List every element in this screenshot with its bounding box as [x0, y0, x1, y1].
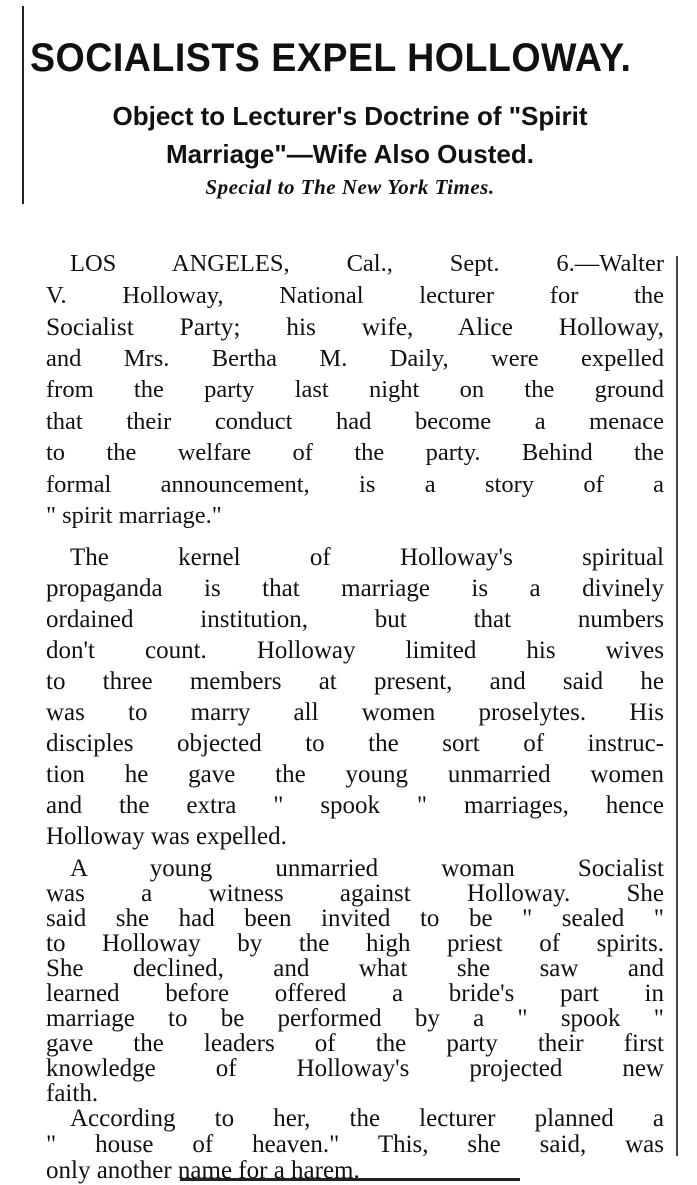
- paragraph-2: [46, 542, 664, 852]
- paragraph-line: only another name for a harem.: [46, 1156, 360, 1184]
- paragraph-line: disciples objected to the sort of instruc-: [46, 729, 664, 757]
- paragraph-line: According to her, the lecturer planned a: [70, 1104, 664, 1132]
- paragraph-line: that their conduct had become a menace: [46, 407, 664, 435]
- paragraph-line: don't count. Holloway limited his wives: [46, 636, 664, 664]
- paragraph-line: Socialist Party; his wife, Alice Holloway,: [46, 312, 664, 341]
- paragraph-line: LOS ANGELES, Cal., Sept. 6.—Walter: [70, 250, 664, 277]
- paragraph-line: marriage to be performed by a " spook ": [46, 1004, 664, 1032]
- left-column-rule: [22, 6, 24, 204]
- headline: SOCIALISTS EXPEL HOLLOWAY.: [30, 36, 632, 80]
- paragraph-line: " house of heaven." This, she said, was: [46, 1130, 664, 1158]
- paragraph-line: was a witness against Holloway. She: [46, 879, 664, 907]
- paragraph-line: Holloway was expelled.: [46, 822, 287, 850]
- paragraph-line: " spirit marriage.": [46, 502, 222, 529]
- paragraph-line: from the party last night on the ground: [46, 376, 664, 403]
- deck-line-1: Object to Lecturer's Doctrine of "Spirit: [112, 101, 588, 131]
- paragraph-line: and the extra " spook " marriages, hence: [46, 791, 664, 819]
- paragraph-line: gave the leaders of the party their first: [46, 1029, 664, 1057]
- paragraph-line: and Mrs. Bertha M. Daily, were expelled: [46, 344, 664, 372]
- paragraph-line: V. Holloway, National lecturer for the: [46, 281, 664, 309]
- dateline-credit: Special to The New York Times.: [205, 175, 495, 199]
- paragraph-1: [46, 248, 664, 532]
- paragraph-3: [46, 856, 664, 1106]
- deck-line-2: Marriage"—Wife Also Ousted.: [166, 139, 534, 169]
- paragraph-4: [46, 1106, 664, 1184]
- article-body: [46, 248, 664, 1184]
- paragraph-line: to three members at present, and said he: [46, 667, 664, 695]
- paragraph-line: faith.: [46, 1079, 99, 1107]
- paragraph-line: She declined, and what she saw and: [46, 954, 664, 982]
- paragraph-line: to Holloway by the high priest of spirits.: [46, 929, 664, 957]
- paragraph-line: tion he gave the young unmarried women: [46, 760, 664, 788]
- paragraph-line: A young unmarried woman Socialist: [70, 854, 664, 882]
- paragraph-line: said she had been invited to be " sealed ": [46, 904, 664, 932]
- paragraph-line: knowledge of Holloway's projected new: [46, 1054, 664, 1082]
- paragraph-line: was to marry all women proselytes. His: [46, 698, 664, 726]
- paragraph-line: formal announcement, is a story of a: [46, 470, 664, 498]
- paragraph-line: propaganda is that marriage is a divinely: [46, 574, 664, 602]
- paragraph-line: to the welfare of the party. Behind the: [46, 439, 664, 466]
- paragraph-line: learned before offered a bride's part in: [46, 979, 664, 1007]
- paragraph-line: ordained institution, but that numbers: [46, 605, 664, 633]
- paragraph-line: The kernel of Holloway's spiritual: [70, 543, 664, 571]
- right-column-rule: [676, 256, 678, 1156]
